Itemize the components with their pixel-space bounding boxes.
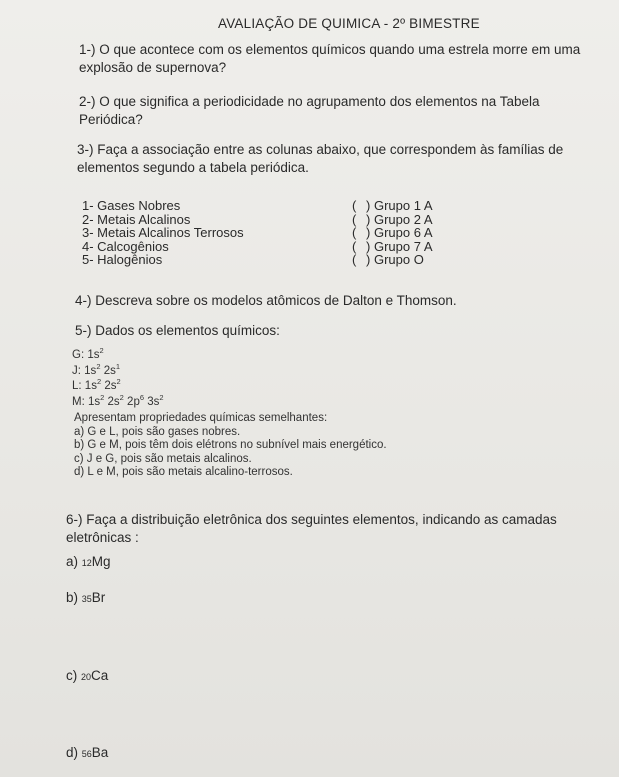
element-item-c: c) 20Ca [66,668,109,683]
page-title: AVALIAÇÃO DE QUIMICA - 2º BIMESTRE [218,16,480,31]
config-j: J: $1s^2$ $2s^1$ [72,361,121,377]
left-item-4: 4- Calcogênios [82,238,169,254]
config-m: M: $1s^2$ $2s^2$ $2p^6$ $3s^2$ [72,392,164,408]
question-5-statement: Apresentam propriedades químicas semelhantes: [74,412,328,424]
question-3-line-1: 3-) Faça a associação entre as colunas abaixo, que correspondem às famílias de [77,142,564,157]
question-2-line-1: 2-) O que significa a periodicidade no agrupamento dos elementos na Tabela [79,94,540,109]
option-c: c) J e G, pois são metais alcalinos. [74,452,252,465]
question-5-prompt: 5-) Dados os elementos químicos: [75,323,280,338]
electron-configurations [72,348,164,410]
config-l: L: $1s^2$ $2s^2$ [72,377,121,392]
right-item-5: ( ) Grupo O [352,252,424,267]
question-3-line-2: elementos segundo a tabela periódica. [77,160,309,175]
question-6-line-1: 6-) Faça a distribuição eletrônica dos seguintes elementos, indicando as camadas [66,512,557,527]
element-item-d: d) 56Ba [66,745,109,760]
left-item-5: 5- Halogênios [82,252,163,267]
question-1 [79,41,580,77]
left-item-3: 3- Metais Alcalinos Terrosos [82,225,244,240]
question-2-line-2: Periódica? [79,112,143,127]
right-item-3: ( ) Grupo 6 A [352,225,433,240]
association-left-column [82,199,244,267]
question-1-line-1: 1-) O que acontece com os elementos químicos quando uma estrela morre em uma [79,42,581,57]
question-3 [77,141,563,177]
left-item-1: 1- Gases Nobres [82,198,181,213]
option-b: b) G e M, pois têm dois elétrons no subnível mais energético. [74,439,387,451]
question-4: 4-) Descreva sobre os modelos atômicos de Dalton e Thomson. [75,293,457,308]
question-6 [66,511,557,547]
right-item-2: ( ) Grupo 2 A [352,211,433,227]
question-2 [79,93,540,129]
question-6-line-2: eletrônicas : [66,530,139,545]
association-right-column [352,199,433,267]
right-item-4: ( ) Grupo 7 A [352,238,433,254]
question-5-statement-block [74,412,387,480]
element-item-a: a) 12Mg [66,554,111,569]
element-item-b: b) 35Br [66,590,106,605]
option-d: d) L e M, pois são metais alcalino-terrosos. [74,466,293,478]
config-g: G: $1s^2$ [72,346,104,361]
left-item-2: 2- Metais Alcalinos [82,211,191,227]
question-1-line-2: explosão de supernova? [79,60,227,75]
option-a: a) G e L, pois são gases nobres. [74,425,241,438]
right-item-1: ( ) Grupo 1 A [352,198,433,213]
